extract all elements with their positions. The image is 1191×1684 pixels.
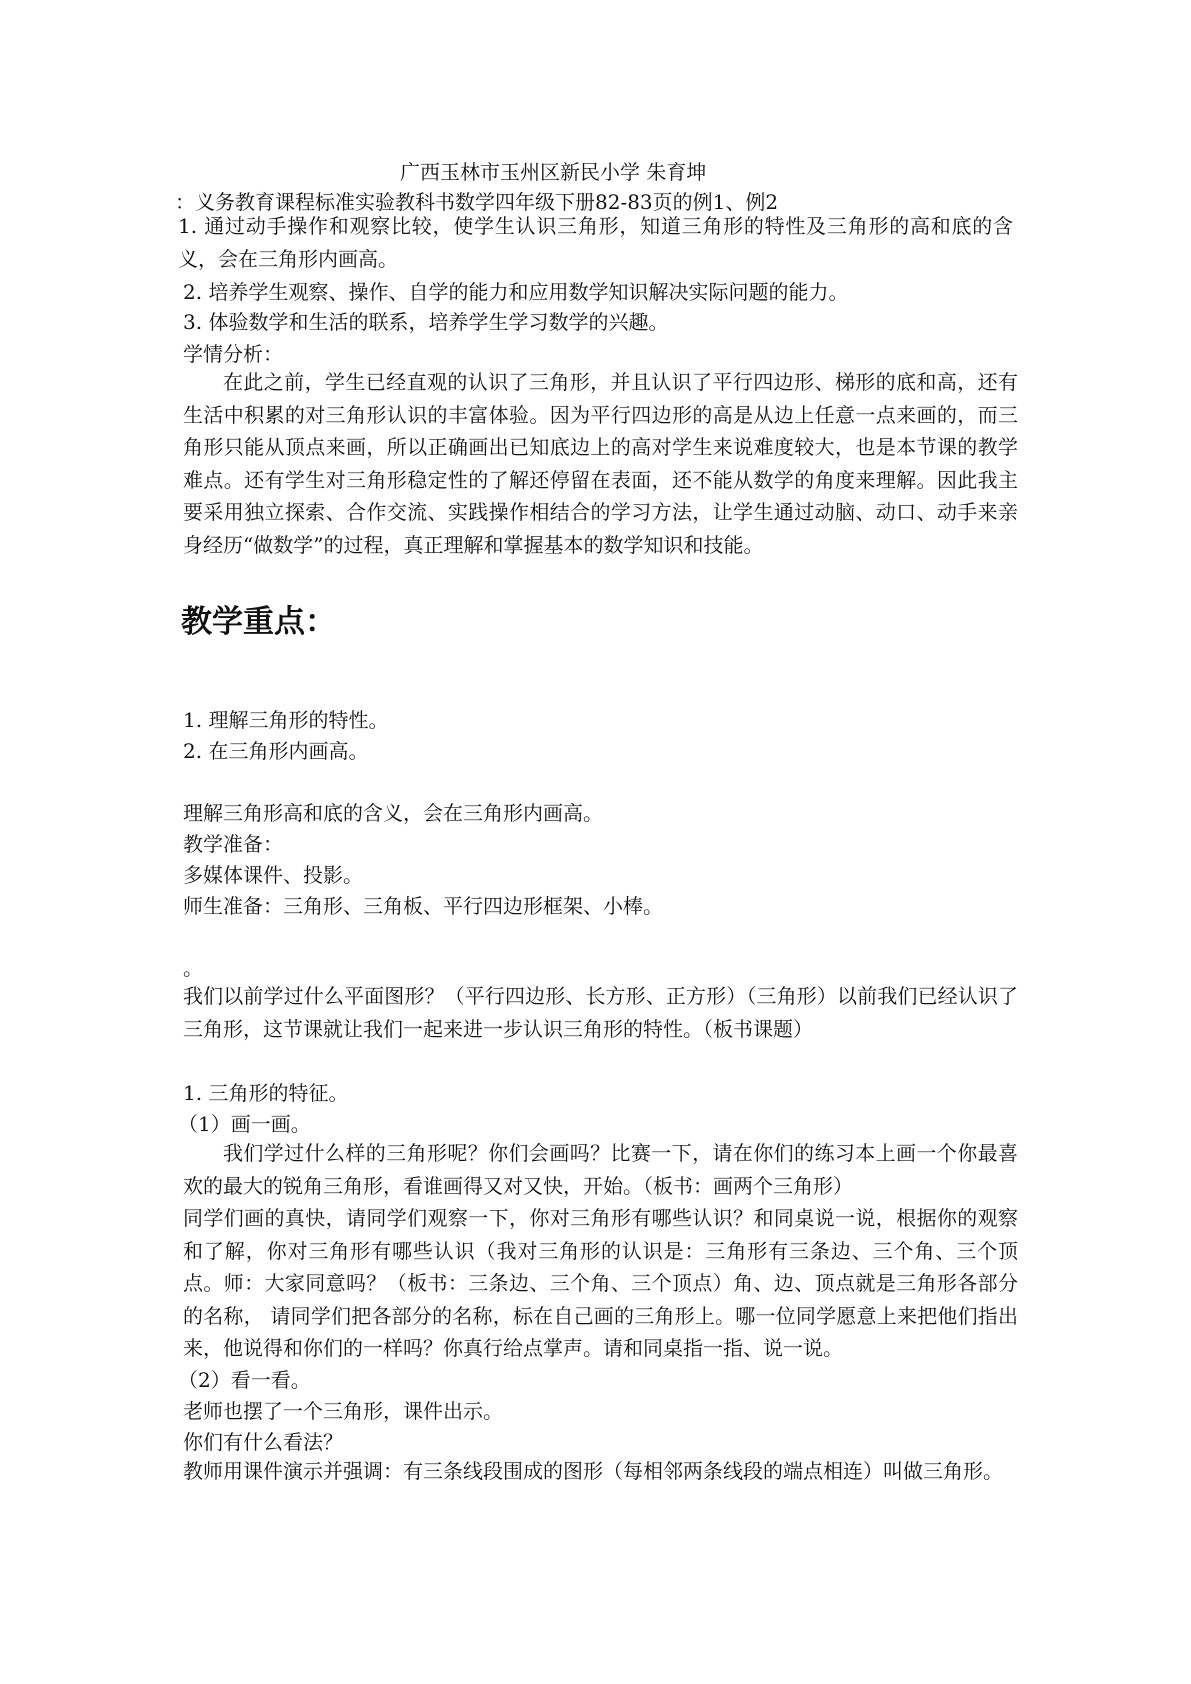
- school-author-line: 广西玉林市玉州区新民小学 朱育坤: [400, 160, 707, 184]
- step1-label: （1）画一画。: [178, 1112, 311, 1136]
- objective-3: 3. 体验数学和生活的联系，培养学生学习数学的兴趣。: [183, 310, 669, 334]
- difficulty-text: 理解三角形高和底的含义，会在三角形内画高。: [183, 801, 603, 825]
- section-dot: 。: [183, 956, 203, 980]
- key-point-1: 1. 理解三角形的特性。: [183, 708, 389, 732]
- step1-paragraph: 我们学过什么样的三角形呢？你们会画吗？比赛一下，请在你们的练习本上画一个你最喜欢的最大的锐角三角形，看谁画得又对又快，开始。（板书：画两个三角形）: [183, 1141, 1018, 1198]
- step2-text-3: 教师用课件演示并强调：有三条线段围成的图形（每相邻两条线段的端点相连）叫做三角形。: [183, 1459, 1003, 1483]
- preparation-media: 多媒体课件、投影。: [183, 863, 363, 887]
- objective-1: 1. 通过动手操作和观察比较，使学生认识三角形，知道三角形的特性及三角形的高和底的含义，会在三角形内画高。: [178, 214, 1013, 271]
- step2-text-2: 你们有什么看法？: [183, 1430, 343, 1454]
- textbook-line: ：义务教育课程标准实验教科书数学四年级下册82-83页的例1、例2: [175, 190, 779, 214]
- step2-label: （2）看一看。: [178, 1368, 311, 1392]
- key-point-2: 2. 在三角形内画高。: [183, 739, 369, 763]
- preparation-materials: 师生准备：三角形、三角板、平行四边形框架、小棒。: [183, 894, 663, 918]
- objective-2: 2. 培养学生观察、操作、自学的能力和应用数学知识解决实际问题的能力。: [183, 280, 849, 304]
- preparation-label: 教学准备：: [183, 832, 283, 856]
- analysis-label: 学情分析：: [183, 342, 283, 366]
- intro-activity-paragraph: 我们以前学过什么平面图形？（平行四边形、长方形、正方形）（三角形）以前我们已经认识了三角形，这节课就让我们一起来进一步认识三角形的特性。（板书课题）: [183, 984, 1018, 1041]
- key-points-heading: 教学重点：: [181, 604, 336, 640]
- analysis-paragraph: 在此之前，学生已经直观的认识了三角形，并且认识了平行四边形、梯形的底和高，还有生活中积累的对三角形认识的丰富体验。因为平行四边形的高是从边上任意一点来画的，而三角形只能从顶点来画，所以正确画出已知底边上的高对学生来说难度较大，也是本节课的教学难点。还有学生对三角形稳定性的了解还停留在表面，还不能从数学的角度来理解。因此我主要采用独立探索、合作交流、实践操作相结合的学习方法，让学生通过动脑、动口、动手来亲身经历“做数学”的过程，真正理解和掌握基本的数学知识和技能。: [183, 370, 1018, 557]
- discussion-paragraph: 同学们画的真快，请同学们观察一下，你对三角形有哪些认识？和同桌说一说，根据你的观察和了解，你对三角形有哪些认识（我对三角形的认识是：三角形有三条边、三个角、三个顶点。师：大家同意吗？（板书：三条边、三个角、三个顶点）角、边、顶点就是三角形各部分的名称， 请同学们把各部分的名称，标在自己画的三角形上。哪一位同学愿意上来把他们指出来，他说得和你们的一样吗？你真行给点掌声。请和同桌指一指、说一说。: [183, 1206, 1018, 1360]
- step2-text-1: 老师也摆了一个三角形，课件出示。: [183, 1399, 503, 1423]
- features-title: 1. 三角形的特征。: [183, 1081, 349, 1105]
